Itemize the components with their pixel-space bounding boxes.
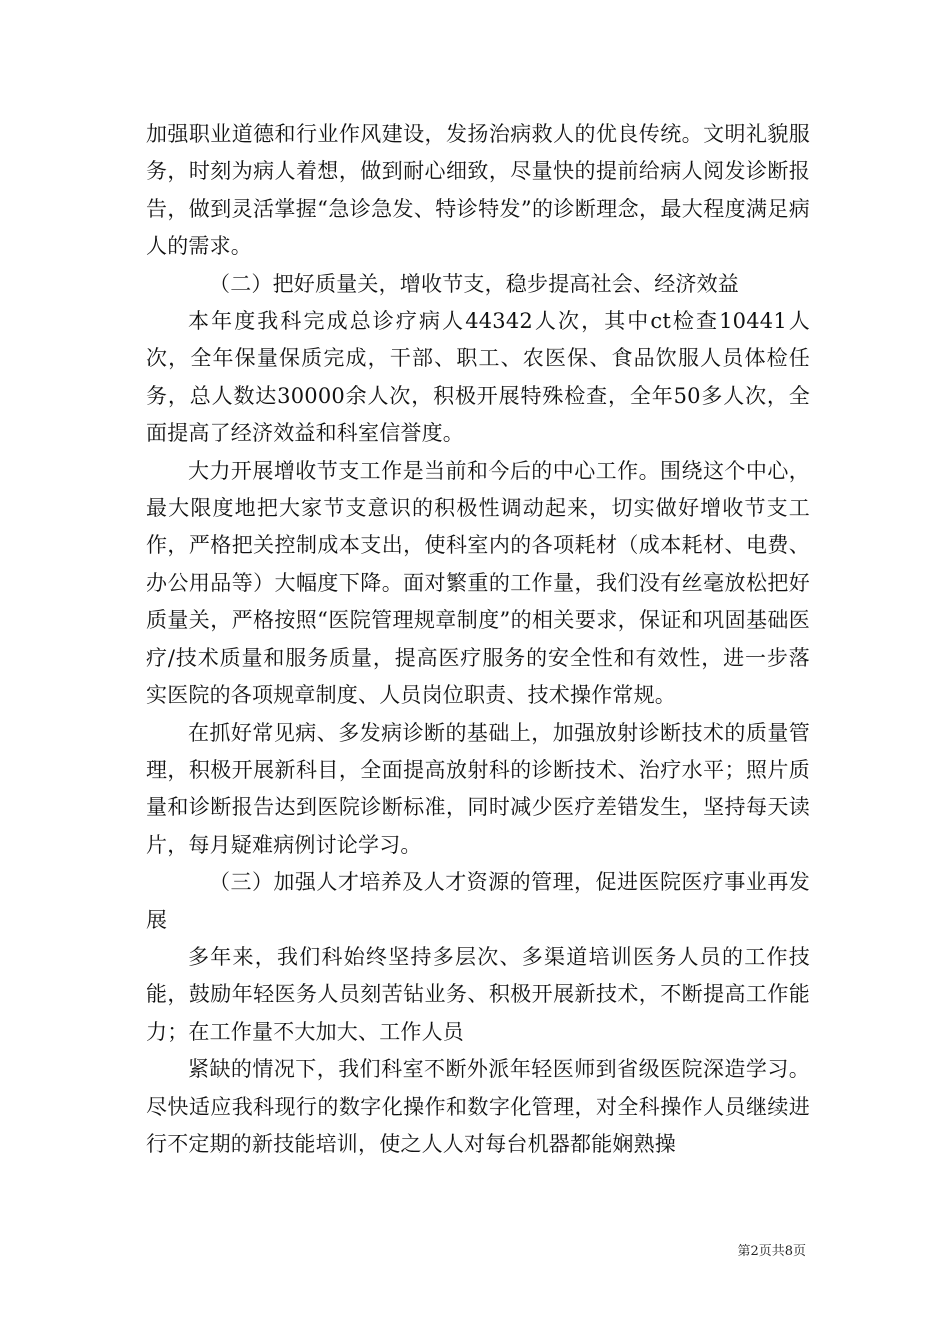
page-number-footer: 第2页共8页	[737, 1244, 806, 1259]
paragraph-further-study: 紧缺的情况下，我们科室不断外派年轻医师到省级医院深造学习。尽快适应我科现行的数字化操作和数字化管理，对全科操作人员继续进行不定期的新技能培训，使之人人对每台机器都能娴熟操	[146, 1057, 810, 1156]
paragraph-diagnosis-quality: 在抓好常见病、多发病诊断的基础上，加强放射诊断技术的质量管理，积极开展新科目，全面提高放射科的诊断技术、治疗水平；照片质量和诊断报告达到医院诊断标准，同时减少医疗差错发生，坚持每天读片，每月疑难病例讨论学习。	[146, 720, 810, 857]
section-heading-talent-training: （三）加强人才培养及人才资源的管理，促进医院医疗事业再发展	[146, 870, 810, 932]
paragraph-staff-training: 多年来，我们科始终坚持多层次、多渠道培训医务人员的工作技能，鼓励年轻医务人员刻苦钻业务、积极开展新技术，不断提高工作能力；在工作量不大加大、工作人员	[146, 944, 810, 1044]
section-heading-quality-control: （二）把好质量关，增收节支，稳步提高社会、经济效益	[209, 271, 739, 296]
paragraph-cost-saving: 大力开展增收节支工作是当前和今后的中心工作。围绕这个中心，最大限度地把大家节支意识的积极性调动起来，切实做好增收节支工作，严格把关控制成本支出，使科室内的各项耗材（成本耗材、电费、办公用品等）大幅度下降。面对繁重的工作量，我们没有丝毫放松把好质量关，严格按照“医院管理规章制度”的相关要求，保证和巩固基础医疗/技术质量和服务质量，提高医疗服务的安全性和有效性，进一步落实医院的各项规章制度、人员岗位职责、技术操作常规。	[146, 458, 810, 708]
paragraph-professional-ethics: 加强职业道德和行业作风建设，发扬治病救人的优良传统。文明礼貌服务，时刻为病人着想，做到耐心细致，尽量快的提前给病人阅发诊断报告，做到灵活掌握“急诊急发、特诊特发”的诊断理念，最大程度满足病人的需求。	[146, 122, 810, 259]
document-body	[146, 116, 810, 1163]
paragraph-annual-statistics: 本年度我科完成总诊疗病人44342人次，其中ct检查10441人次，全年保量保质完成，干部、职工、农医保、食品饮服人员体检任务，总人数达30000余人次，积极开展特殊检查，全年50多人次，全面提高了经济效益和科室信誉度。	[146, 309, 810, 446]
